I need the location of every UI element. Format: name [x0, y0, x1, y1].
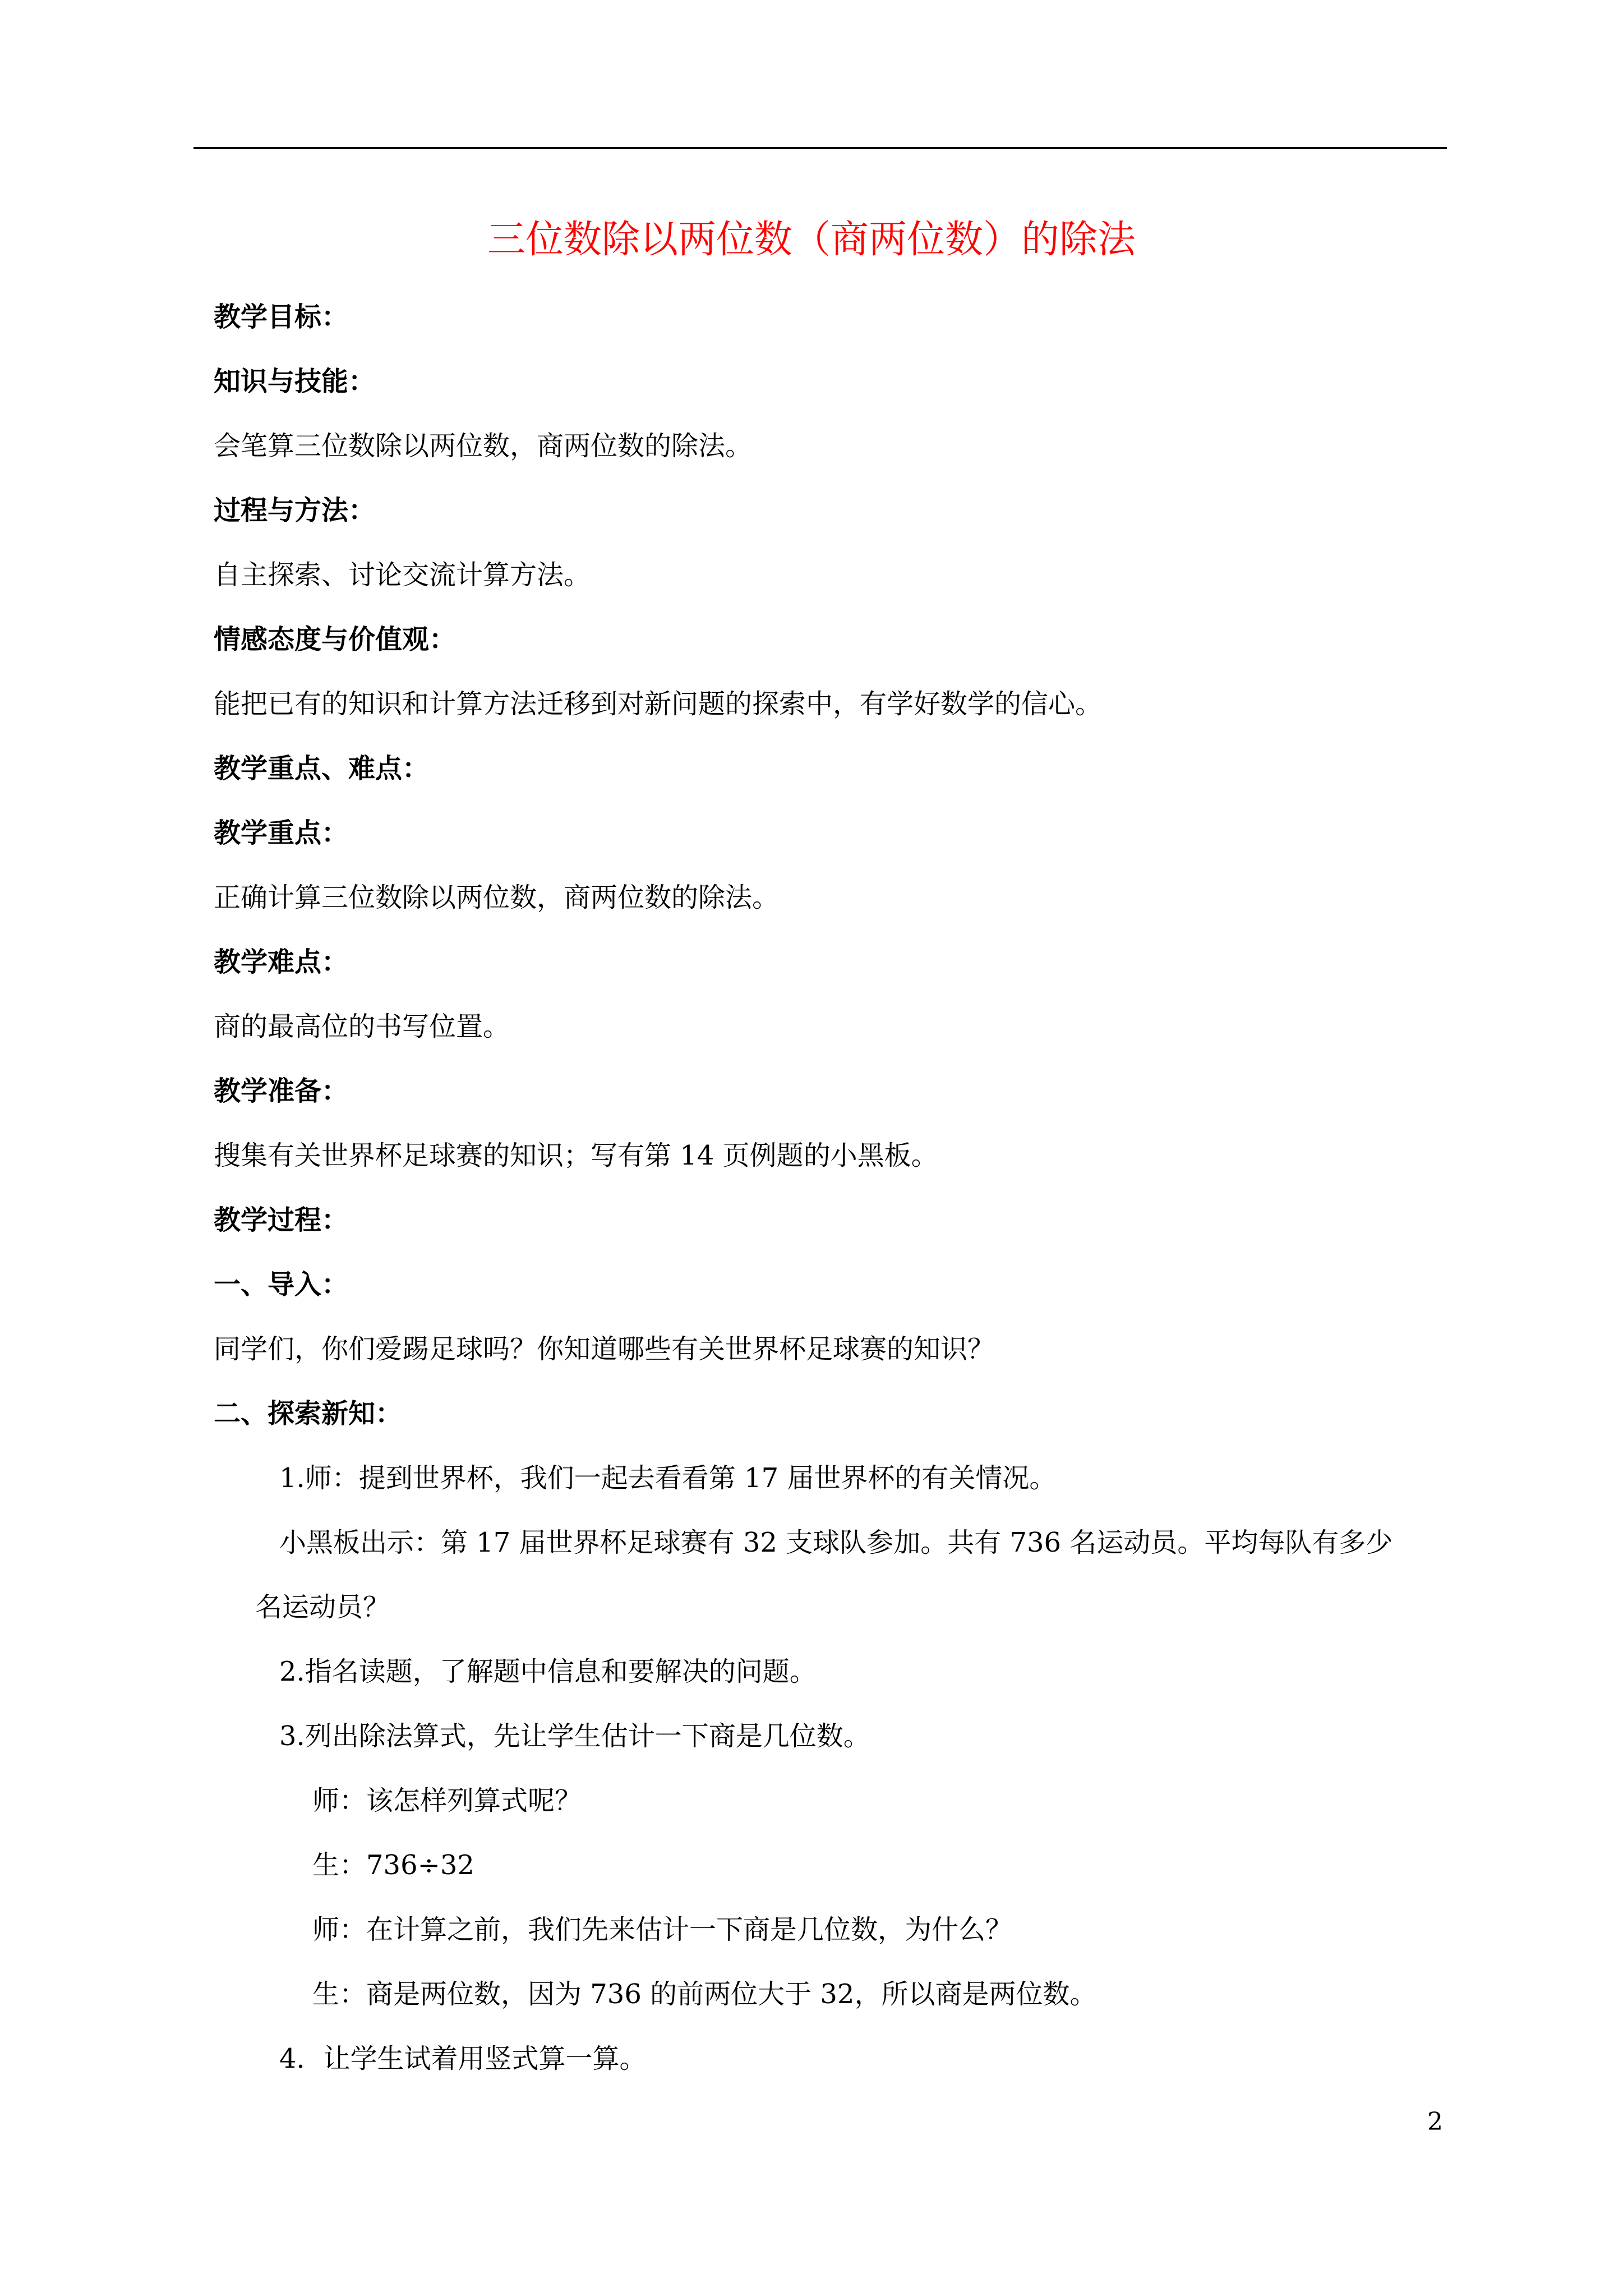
dialogue-student-1: 生：736÷32	[312, 1849, 474, 1881]
list-item-1: 1.师：提到世界杯，我们一起去看看第 17 届世界杯的有关情况。	[279, 1462, 1057, 1494]
heading-teaching-goals: 教学目标：	[214, 301, 349, 333]
paragraph-blackboard: 小黑板出示：第 17 届世界杯足球赛有 32 支球队参加。共有 736 名运动员。平均每队有多少	[279, 1527, 1393, 1558]
heading-difficult-point: 教学难点：	[214, 946, 349, 978]
heading-introduction: 一、导入：	[214, 1269, 349, 1300]
list-item-2: 2.指名读题，了解题中信息和要解决的问题。	[279, 1656, 817, 1687]
heading-process-method: 过程与方法：	[214, 495, 376, 526]
heading-teaching-process: 教学过程：	[214, 1204, 349, 1236]
header-rule	[193, 147, 1447, 149]
heading-key-difficult-points: 教学重点、难点：	[214, 753, 430, 784]
heading-knowledge-skills: 知识与技能：	[214, 366, 376, 397]
list-item-4: 4．让学生试着用竖式算一算。	[279, 2043, 647, 2074]
heading-attitude-values: 情感态度与价值观：	[214, 624, 457, 655]
paragraph-preparation: 搜集有关世界杯足球赛的知识；写有第 14 页例题的小黑板。	[214, 1140, 938, 1171]
paragraph-attitude: 能把已有的知识和计算方法迁移到对新问题的探索中，有学好数学的信心。	[214, 688, 1103, 720]
heading-preparation: 教学准备：	[214, 1075, 349, 1107]
paragraph-introduction: 同学们，你们爱踢足球吗？你知道哪些有关世界杯足球赛的知识？	[214, 1333, 995, 1365]
dialogue-student-2: 生：商是两位数，因为 736 的前两位大于 32，所以商是两位数。	[312, 1978, 1097, 2010]
heading-key-point: 教学重点：	[214, 817, 349, 849]
paragraph-difficult-point: 商的最高位的书写位置。	[214, 1011, 510, 1042]
dialogue-teacher-1: 师：该怎样列算式呢？	[312, 1785, 582, 1816]
heading-explore: 二、探索新知：	[214, 1398, 403, 1429]
dialogue-teacher-2: 师：在计算之前，我们先来估计一下商是几位数，为什么？	[312, 1914, 1013, 1945]
paragraph-key-point: 正确计算三位数除以两位数，商两位数的除法。	[214, 882, 780, 913]
document-title: 三位数除以两位数（商两位数）的除法	[487, 218, 1136, 262]
page-number: 2	[1427, 2108, 1443, 2136]
paragraph-process: 自主探索、讨论交流计算方法。	[214, 559, 591, 591]
list-item-3: 3.列出除法算式，先让学生估计一下商是几位数。	[279, 1720, 870, 1752]
paragraph-blackboard-cont: 名运动员？	[255, 1591, 390, 1623]
paragraph-knowledge: 会笔算三位数除以两位数，商两位数的除法。	[214, 430, 753, 462]
